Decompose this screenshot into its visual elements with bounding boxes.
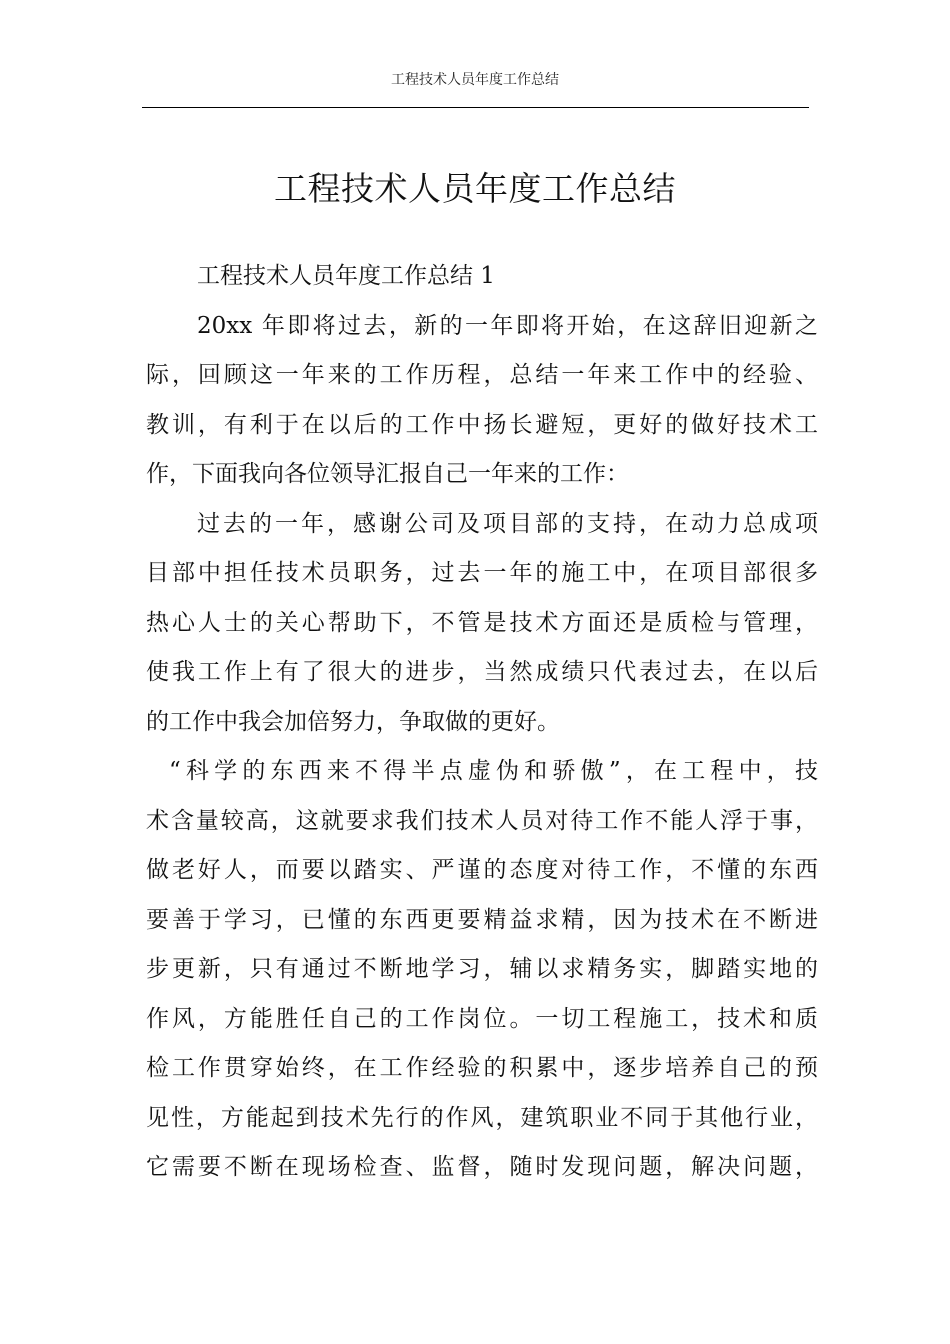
paragraph-line: 见性，方能起到技术先行的作风，建筑职业不同于其他行业， [146,1104,818,1131]
header-divider [142,107,809,108]
paragraph-line: 使我工作上有了很大的进步，当然成绩只代表过去，在以后 [146,659,818,685]
paragraph-line: 20xx 年即将过去，新的一年即将开始，在这辞旧迎新之 [197,312,818,339]
running-header: 工程技术人员年度工作总结 [391,72,559,88]
paragraph-line: 步更新，只有通过不断地学习，辅以求精务实，脚踏实地的 [146,956,818,982]
paragraph-line: 要善于学习，已懂的东西更要精益求精，因为技术在不断进 [146,906,818,933]
document-title: 工程技术人员年度工作总结 [274,169,676,208]
document-body [146,252,818,1193]
paragraph-line: 术含量较高，这就要求我们技术人员对待工作不能人浮于事， [146,807,818,834]
paragraph-line: 际，回顾这一年来的工作历程，总结一年来工作中的经验、 [146,362,818,388]
paragraph-line: 检工作贯穿始终，在工作经验的积累中，逐步培养自己的预 [146,1055,818,1081]
paragraph-line: 作，下面我向各位领导汇报自己一年来的工作： [146,461,629,487]
paragraph-line: 热心人士的关心帮助下，不管是技术方面还是质检与管理， [146,609,818,636]
section-heading: 工程技术人员年度工作总结 1 [197,263,495,289]
paragraph-line: 做老好人，而要以踏实、严谨的态度对待工作，不懂的东西 [146,857,818,883]
paragraph-line: 它需要不断在现场检查、监督，随时发现问题，解决问题， [146,1154,818,1180]
paragraph-line: 的工作中我会加倍努力，争取做的更好。 [146,708,560,735]
paragraph-line: 目部中担任技术员职务，过去一年的施工中，在项目部很多 [146,560,818,586]
paragraph-line: 教训，有利于在以后的工作中扬长避短，更好的做好技术工 [146,411,818,438]
paragraph-line: 作风，方能胜任自己的工作岗位。一切工程施工，技术和质 [146,1005,818,1032]
paragraph-line: 过去的一年，感谢公司及项目部的支持，在动力总成项 [197,510,818,537]
paragraph-line: “科学的东西来不得半点虚伪和骄傲”，在工程中，技 [169,758,818,784]
